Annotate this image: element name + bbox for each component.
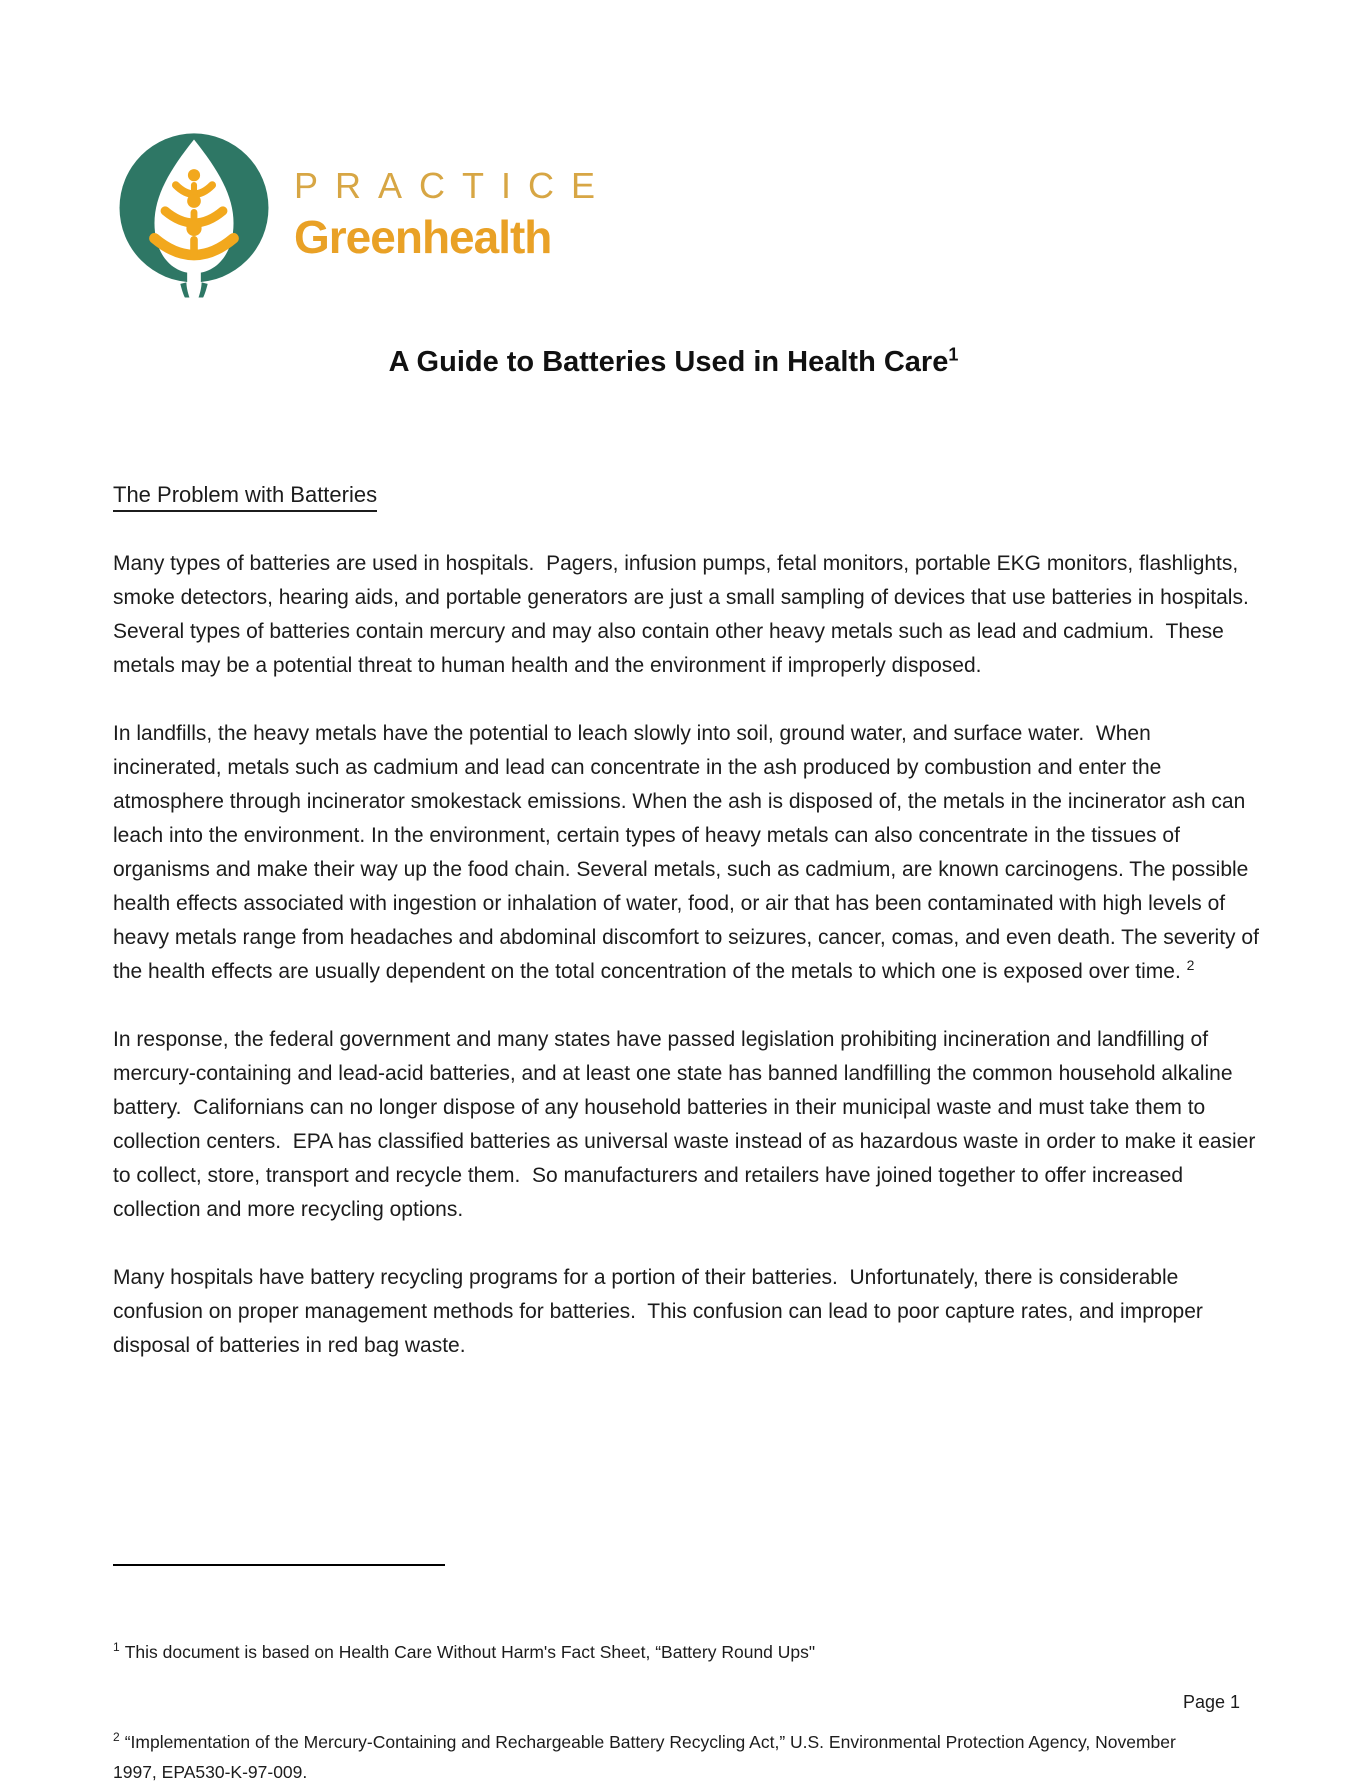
greenhealth-leaf-icon	[118, 131, 270, 303]
footnote-1	[113, 1637, 1218, 1667]
paragraph-2-text: In landfills, the heavy metals have the potential to leach slowly into soil, ground water, and surface water. When incinerated, metals such as cadmium and lead can concentrate in the ash produced by combustion and enter the atmosphere through incinerator smokestack emissions. When the ash is disposed of, the metals in the incinerator ash can leach into the environment. In the environment, certain types of heavy metals can also concentrate in the tissues of organisms and make their way up the food chain. Several metals, such as cadmium, are known carcinogens. The possible health effects associated with ingestion or inhalation of water, food, or air that has been contaminated with high levels of heavy metals range from headaches and abdominal discomfort to seizures, cancer, comas, and even death. The severity of the health effects are usually dependent on the total concentration of the metals to which one is exposed over time.	[113, 722, 1265, 983]
practice-greenhealth-logo	[118, 131, 612, 303]
footnote-2	[113, 1727, 1218, 1787]
section-heading-wrap	[113, 482, 377, 512]
paragraph-1	[113, 547, 1261, 683]
paragraph-2-footnote-ref: 2	[1186, 957, 1195, 973]
footnote-separator	[113, 1564, 445, 1566]
title-footnote-ref: 1	[948, 344, 959, 365]
body-text	[113, 547, 1265, 1397]
paragraph-4-text: Many hospitals have battery recycling programs for a portion of their batteries. Unfortunately, there is considerable confusion on proper management methods for batteries. This confusion can lead to poor capture rates, and improper disposal of batteries in red bag waste.	[113, 1266, 1209, 1357]
paragraph-1-text: Many types of batteries are used in hospitals. Pagers, infusion pumps, fetal monitors, portable EKG monitors, flashlights, smoke detectors, hearing aids, and portable generators are just a small sampling of devices that use batteries in hospitals. Several types of batteries contain mercury and may also contain other heavy metals such as lead and cadmium. These metals may be a potential threat to human health and the environment if improperly disposed.	[113, 552, 1261, 677]
section-heading: The Problem with Batteries	[113, 482, 377, 512]
paragraph-3-text: In response, the federal government and many states have passed legislation prohibiting incineration and landfilling of mercury-containing and lead-acid batteries, and at least one state has banned landfilling the common household alkaline battery. Californians can no longer dispose of any household batteries in their municipal waste and must take them to collection centers. EPA has classified batteries as universal waste instead of as hazardous waste in order to make it easier to collect, store, transport and recycle them. So manufacturers and retailers have joined together to offer increased collection and more recycling options.	[113, 1028, 1262, 1221]
paragraph-2	[113, 717, 1265, 989]
document-title	[0, 346, 1347, 379]
footnotes	[113, 1577, 1218, 1788]
footnote-1-text: This document is based on Health Care Without Harm's Fact Sheet, “Battery Round Ups"	[124, 1642, 816, 1662]
paragraph-4	[113, 1261, 1261, 1363]
footnote-2-marker: 2	[113, 1730, 120, 1745]
paragraph-3	[113, 1023, 1261, 1227]
footnote-1-marker: 1	[113, 1640, 120, 1655]
practice-wordmark: PRACTICE	[294, 165, 613, 206]
page-number: Page 1	[1182, 1692, 1240, 1712]
logo-wordmark	[294, 131, 612, 264]
document-title-text: A Guide to Batteries Used in Health Care	[388, 346, 949, 378]
greenhealth-wordmark: Greenhealth	[294, 211, 552, 263]
footnote-2-text: “Implementation of the Mercury-Containing and Rechargeable Battery Recycling Act,” U.S. Environmental Protection Agency, November 1997, EPA530-K-97-009.	[113, 1732, 1181, 1782]
